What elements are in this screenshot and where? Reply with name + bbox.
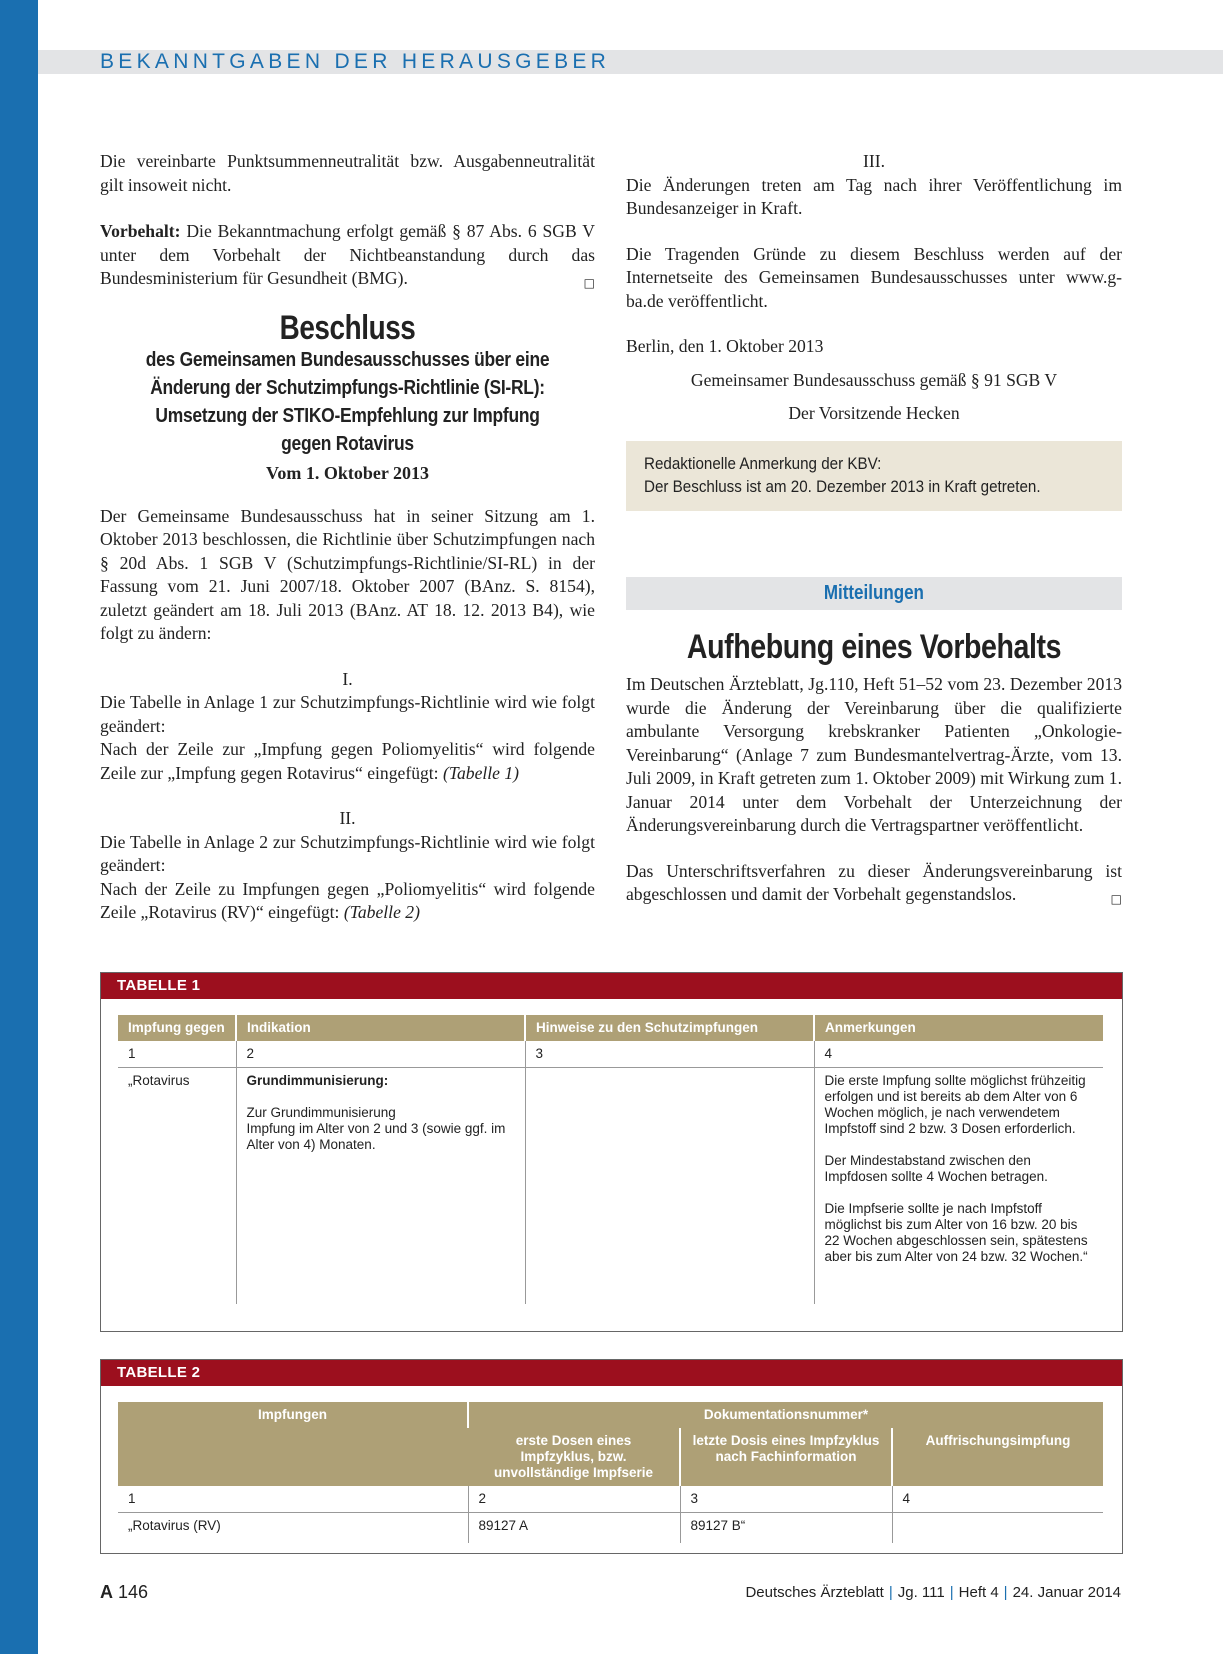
column-header: Indikation — [236, 1015, 525, 1041]
column-header: Dokumentationsnummer* — [468, 1402, 1103, 1428]
table-cell-hinweise — [525, 1068, 814, 1304]
editorial-note-title: Redaktionelle Anmerkung der KBV: — [644, 454, 882, 473]
end-mark: □ — [583, 276, 595, 290]
column-header: Impfung gegen — [118, 1015, 236, 1041]
vorbehalt-label: Vorbehalt: — [100, 221, 181, 241]
editorial-note-text: Der Beschluss ist am 20. Dezember 2013 in Kraft getreten. — [644, 477, 1041, 496]
table-2 — [118, 1402, 1103, 1543]
paragraph-vorbehalt — [100, 220, 595, 291]
paragraph-neutrality: Die vereinbarte Punktsummenneutralität bzw. Ausgabenneutralität gilt insoweit nicht. — [100, 151, 595, 195]
article-paragraph-2-text: Das Unterschriftsverfahren zu dieser Änderungsvereinbarung ist abgeschlossen und damit der Vorbehalt gegenstandslos. — [626, 860, 1122, 904]
section-3-number: III. — [863, 151, 885, 171]
column-header: Auffrischungsimpfung — [892, 1428, 1103, 1486]
table-cell: 89127 A — [468, 1513, 680, 1543]
table-cell: 2 — [236, 1041, 525, 1068]
anmerkung-paragraph: Die Impfserie sollte je nach Impfstoff möglichst bis zum Alter von 16 bzw. 20 bis 22 Wochen abgeschlossen sein, spätestens aber bis zum Alter von 24 bzw. 32 Wochen.“ — [824, 1201, 1088, 1264]
section-2-number: II. — [339, 808, 356, 828]
table-number-row — [118, 1486, 1103, 1513]
journal-volume: Jg. 111 — [897, 1584, 945, 1601]
table-2-box — [100, 1359, 1123, 1554]
table-cell-name: „Rotavirus — [128, 1073, 190, 1088]
table-cell: 4 — [892, 1486, 1103, 1513]
section-1-text-2 — [100, 738, 595, 785]
column-header: erste Dosen eines Impfzyklus, bzw. unvollständige Impfserie — [468, 1428, 680, 1486]
paragraph-intro: Der Gemeinsame Bundesausschuss hat in seiner Sitzung am 1. Oktober 2013 beschlossen, die Richtlinie über Schutzimpfungen nach § 20d Abs. 1 SGB V (Schutzimpfungs-Richtlinie/SI-RL) in der Fassung vom 21. Juni 2007/18. Oktober 2007 (BAnz. S. 8154), zuletzt geändert am 18. Juli 2013 (BAnz. AT 18. 12. 2013 B4), wie folgt zu ändern: — [100, 505, 595, 643]
table-cell-name: „Rotavirus (RV) — [128, 1518, 221, 1533]
column-header: letzte Dosis eines Impfzyklus nach Fachinformation — [680, 1428, 892, 1486]
table-cell — [892, 1513, 1103, 1543]
side-color-bar — [0, 0, 38, 1654]
right-column — [626, 150, 1122, 912]
page-number — [100, 1582, 148, 1603]
editorial-note — [626, 441, 1122, 511]
page-prefix: A — [100, 1582, 113, 1602]
table-header-row — [118, 1015, 1103, 1041]
table-cell: 89127 B“ — [680, 1513, 892, 1543]
article-paragraph-1: Im Deutschen Ärzteblatt, Jg.110, Heft 51–52 vom 23. Dezember 2013 wurde die Änderung der Vereinbarung über die qualifizierte ambulante Versorgung krebskranker Patienten „Onkologie-Vereinbarung“ (Anlage 7 zum Bundesmantelvertrag-Ärzte, vom 13. Juli 2009, in Kraft getreten zum 1. Oktober 2009) mit Wirkung zum 1. Januar 2014 unter dem Vorbehalt der Unterzeichnung der Änderungsvereinbarung durch die Vertragspartner veröffentlicht. — [626, 674, 1122, 835]
table-1-reference: (Tabelle 1) — [442, 762, 520, 783]
column-header: Impfungen — [118, 1402, 468, 1486]
article-paragraph-2 — [626, 860, 1122, 907]
beschluss-date: Vom 1. Oktober 2013 — [265, 463, 429, 483]
signature-committee: Gemeinsamer Bundesausschuss gemäß § 91 SGB V — [690, 369, 1058, 390]
table-cell: 3 — [525, 1041, 814, 1068]
table-cell-anmerkungen — [814, 1068, 1103, 1304]
table-cell: 2 — [468, 1486, 680, 1513]
section-2-text-2 — [100, 878, 595, 925]
anmerkung-paragraph: Die erste Impfung sollte möglichst frühzeitig erfolgen und ist bereits ab dem Alter von 6 Wochen möglich, je nach verwendetem Impfstoff sind 2 bzw. 3 Dosen erforderlich. — [824, 1073, 1086, 1136]
table-1 — [118, 1015, 1103, 1304]
page-number-value: 146 — [118, 1582, 149, 1602]
table-cell-indikation — [236, 1068, 525, 1304]
table-1-box — [100, 972, 1123, 1332]
article-title: Aufhebung eines Vorbehalts — [686, 627, 1062, 666]
section-label-mitteilungen — [626, 577, 1122, 610]
journal-name: Deutsches Ärzteblatt — [745, 1584, 884, 1601]
table-cell: 3 — [680, 1486, 892, 1513]
journal-footer: Deutsches Ärzteblatt | Jg. 111 | Heft 4 | 24. Januar 2014 — [745, 1584, 1121, 1601]
table-cell: 4 — [814, 1041, 1103, 1068]
table-header-row — [118, 1402, 1103, 1428]
table-row — [118, 1068, 1103, 1304]
section-2-insert-text: Nach der Zeile zu Impfungen gegen „Poliomyelitis“ wird folgende Zeile „Rotavirus (RV)“ eingefügt: — [100, 878, 595, 922]
journal-issue: Heft 4 — [958, 1584, 999, 1601]
table-2-label: TABELLE 2 — [101, 1360, 1122, 1386]
signature-chair: Der Vorsitzende Hecken — [788, 403, 960, 423]
paragraph-tragende-gruende: Die Tragenden Gründe zu diesem Beschluss werden auf der Internetseite des Gemeinsamen Bundesausschusses unter www.g-ba.de veröffentlicht. — [626, 243, 1122, 311]
section-1-text: Die Tabelle in Anlage 1 zur Schutzimpfungs-Richtlinie wird wie folgt geändert: — [100, 692, 595, 736]
anmerkung-paragraph: Der Mindestabstand zwischen den Impfdosen sollte 4 Wochen betragen. — [824, 1153, 1048, 1184]
vorbehalt-text: Die Bekanntmachung erfolgt gemäß § 87 Abs. 6 SGB V unter dem Vorbehalt der Nichtbeanstandung durch das Bundesministerium für Gesundheit (BMG). — [100, 221, 595, 288]
table-1-label: TABELLE 1 — [101, 973, 1122, 999]
place-date: Berlin, den 1. Oktober 2013 — [626, 336, 824, 356]
beschluss-subtitle: des Gemeinsamen Bundesausschusses über eine Änderung der Schutzimpfungs-Richtlinie (SI-RL): Umsetzung der STIKO-Empfehlung zur Impfung gegen Rotavirus — [145, 348, 550, 455]
section-1-number: I. — [342, 668, 353, 689]
table-number-row — [118, 1041, 1103, 1068]
end-mark: □ — [1110, 892, 1122, 906]
section-label-text: Mitteilungen — [823, 581, 925, 604]
section-2-text: Die Tabelle in Anlage 2 zur Schutzimpfungs-Richtlinie wird wie folgt geändert: — [100, 831, 595, 875]
section-1-insert-text: Nach der Zeile zur „Impfung gegen Poliomyelitis“ wird folgende Zeile zur „Impfung gegen Rotavirus“ eingefügt: — [100, 739, 595, 783]
column-header: Hinweise zu den Schutzimpfungen — [525, 1015, 814, 1041]
journal-date: 24. Januar 2014 — [1012, 1584, 1121, 1601]
column-header: Anmerkungen — [814, 1015, 1103, 1041]
beschluss-title: Beschluss — [279, 308, 416, 347]
table-2-reference: (Tabelle 2) — [343, 902, 420, 922]
table-cell: 1 — [118, 1486, 468, 1513]
section-3-text: Die Änderungen treten am Tag nach ihrer Veröffentlichung im Bundesanzeiger in Kraft. — [626, 174, 1122, 218]
left-column — [100, 150, 595, 925]
indikation-text: Zur Grundimmunisierung Impfung im Alter von 2 und 3 (sowie ggf. im Alter von 4) Monaten. — [246, 1105, 506, 1152]
table-row — [118, 1513, 1103, 1543]
indikation-heading: Grundimmunisierung: — [246, 1073, 389, 1088]
section-header-title: BEKANNTGABEN DER HERAUSGEBER — [100, 50, 611, 73]
table-cell: 1 — [118, 1041, 236, 1068]
